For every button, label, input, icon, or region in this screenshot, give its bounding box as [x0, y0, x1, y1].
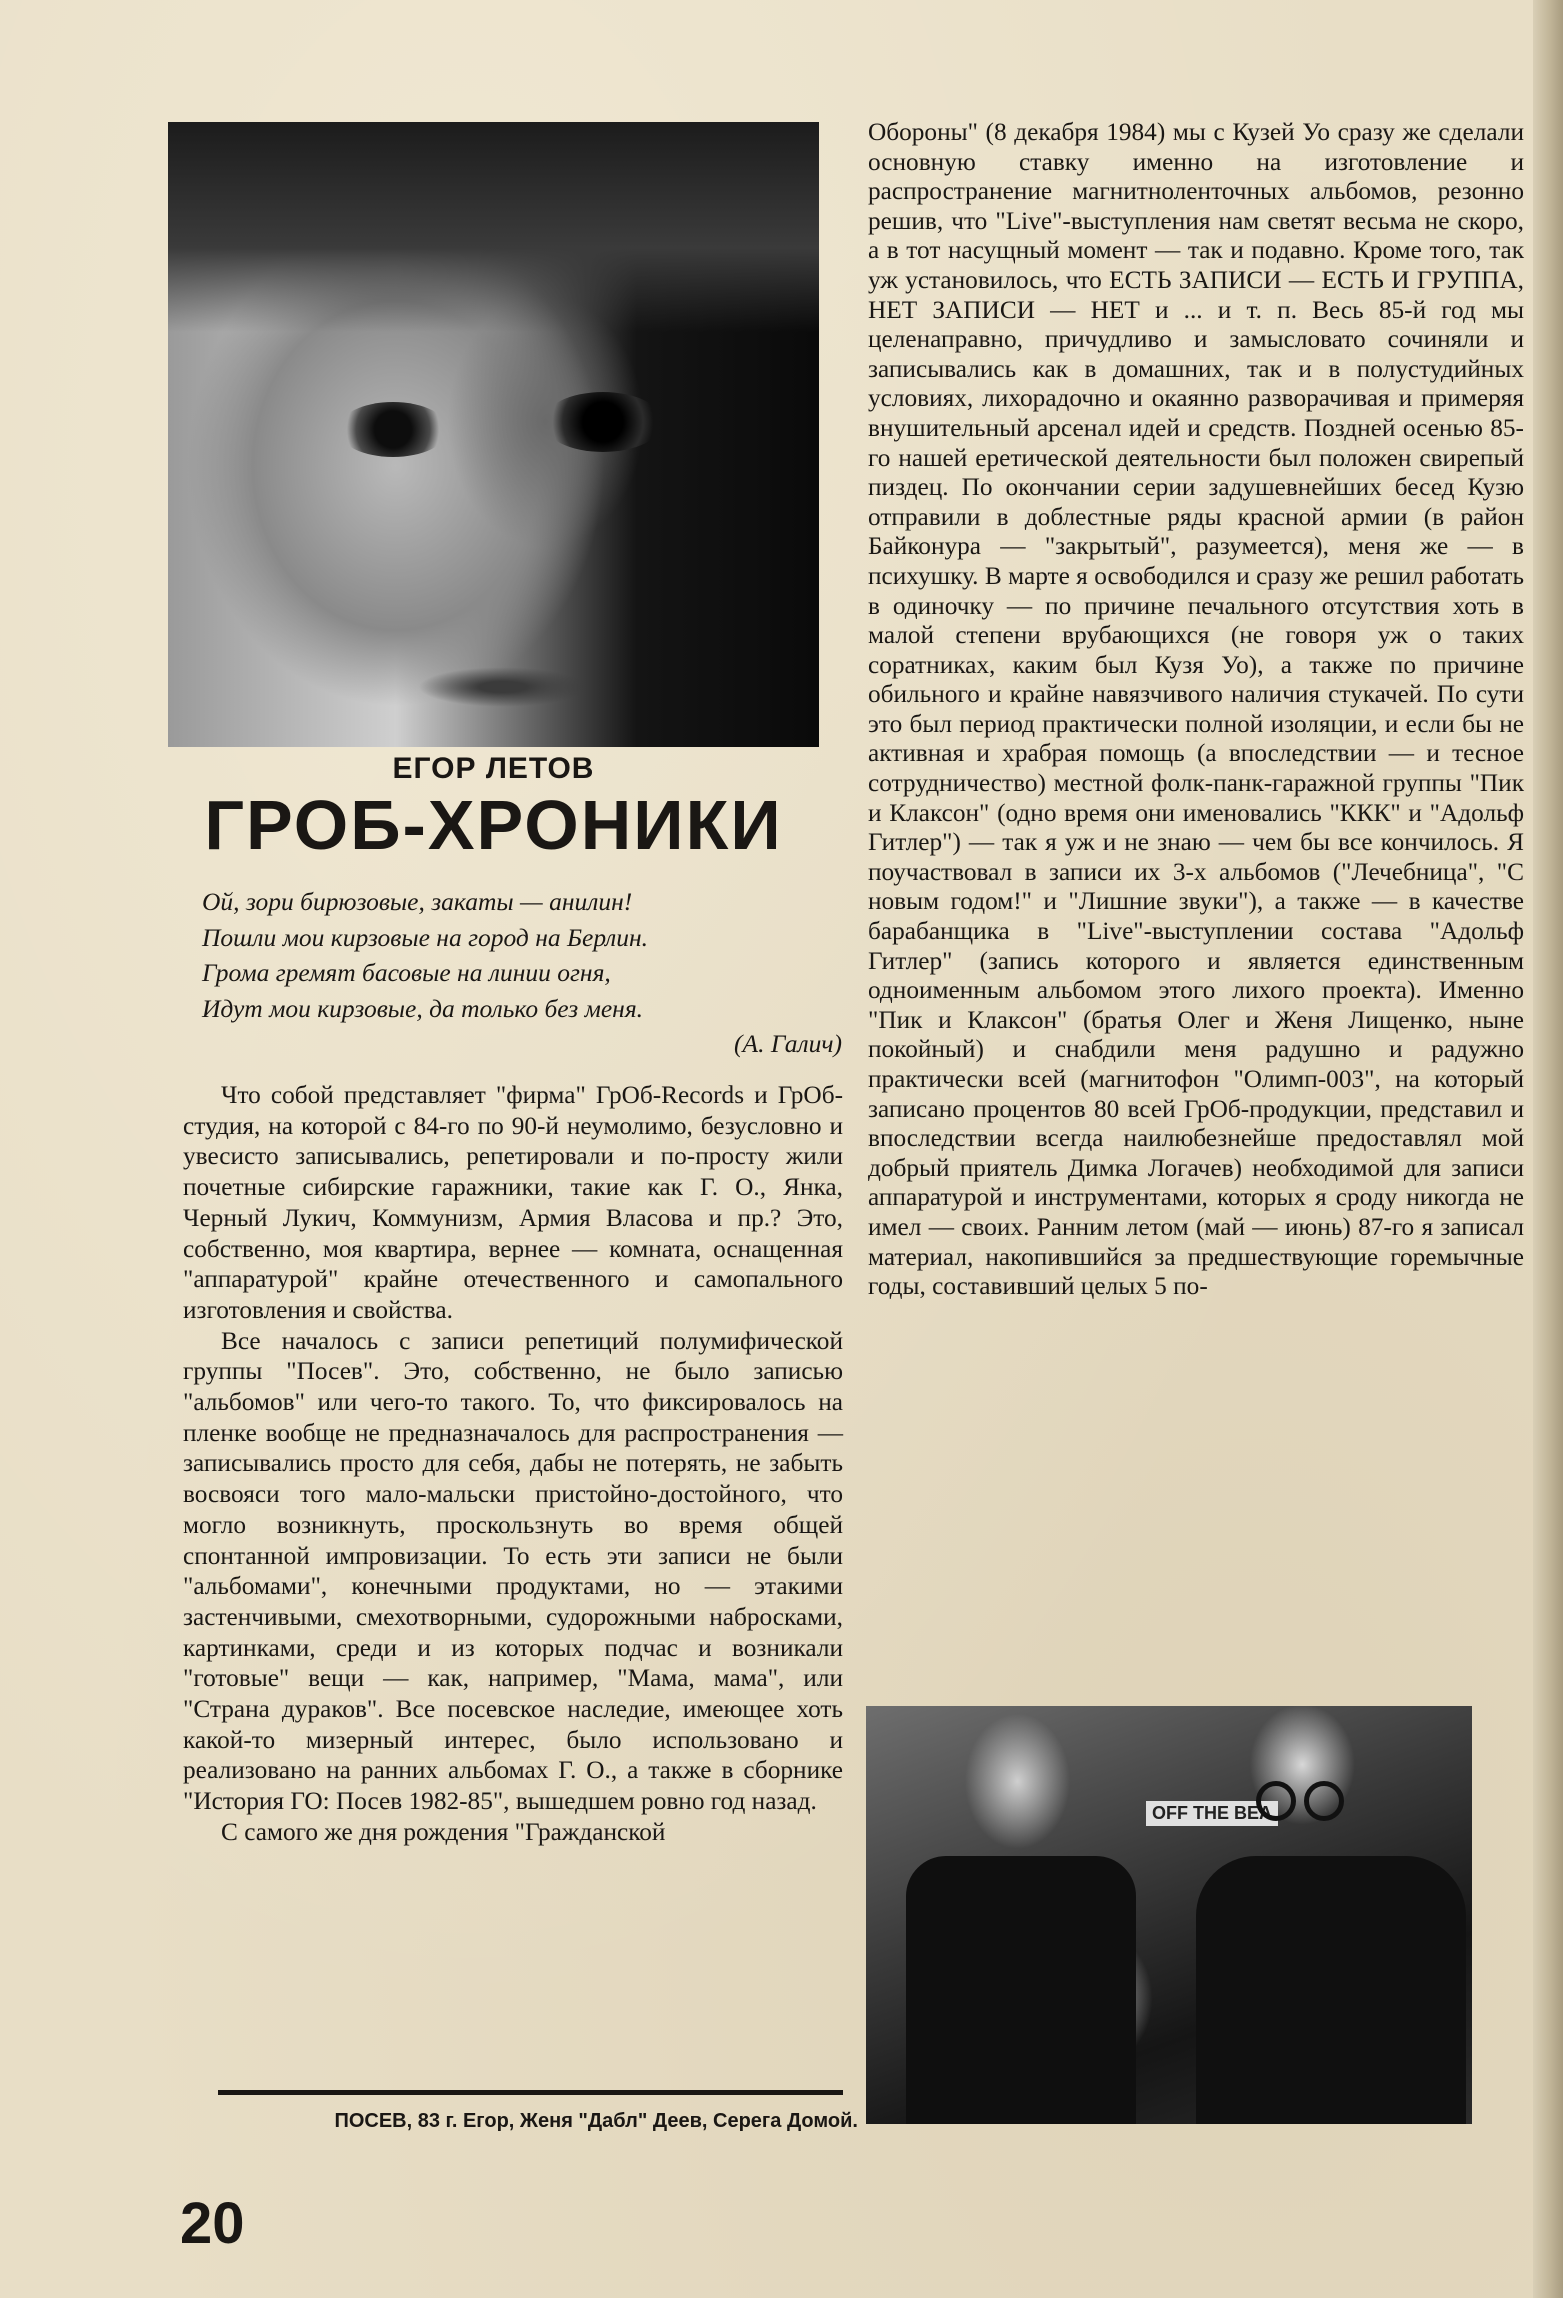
portrait-photo	[168, 122, 819, 747]
person-left	[906, 1856, 1136, 2124]
paragraph: С самого же дня рождения "Гражданской	[221, 1817, 666, 1846]
paragraph: Обороны" (8 декабря 1984) мы с Кузей Уо сразу же сделали основную ставку именно на изготовление и распространение магнитноленточных альбомов, резонно решив, что "Live"-выступления нам светят весьма не скоро, а в тот насущный момент — так и подавно. Кроме того, так уж установилось, что ЕСТЬ ЗАПИСИ — ЕСТЬ И ГРУППА, НЕТ ЗАПИСИ — НЕТ и ... и т. п. Весь 85-й год мы целенаправно, причудливо и замысловато сочиняли и записывались как в домашних, так и в полустудийных условиях, лихорадочно и окаянно разворачивая и примеряя внушительный арсенал идей и средств. Позднeй осенью 85-го нашей еретической деятельности был положен свирепый пиздец. По окончании серии задушевнейших бесед Кузю отправили в доблестные ряды красной армии (в район Байконура — "закрытый", разумеется), меня же — в психушку. В марте я освободился и сразу же решил работать в одиночку — по причине печального отсутствия хоть в малой степени врубающихся (не говоря уж о таких соратниках, каким был Кузя Уо), а также по причине обильного и крайне навязчивого наличия стукачей. По сути это был период практически полной изоляции, и если бы не активная и храбрая помощь (а впоследствии — и тесное сотрудничество) местной фолк-панк-гаражной группы "Пик и Клаксон" (одно время они именовались "ККК" и "Адольф Гитлер") — так я уж и не знаю — чем бы все кончилось. Я поучаствовал в записи их 3-х альбомов ("Лечебница", "С новым годом!" и "Лишние звуки"), а также — в качестве барабанщика в "Live"-выступлении состава "Адольф Гитлер" (запись которого и является единственным одноименным альбомом этого лихого проекта). Именно "Пик и Клаксон" (братья Олег и Женя Лищенко, ныне покойный) и снабдили меня радушно и радужно практически всей (магнитофон "Олимп-003", на который записано процентов 80 всей ГрОб-продукции, представил и впоследствии всегда наилюбезнейше предоставлял мой добрый приятель Димка Логачев) необходимой для записи аппаратурой и инструментами, которых я сроду никогда не имел — своих. Ранним летом (май — июнь) 87-го я записал материал, накопившийся за предшествующие горемычные годы, составивший целых 5 по-	[868, 118, 1524, 1301]
article-author: ЕГОР ЛЕТОВ	[392, 752, 595, 785]
person-right	[1196, 1856, 1466, 2124]
epigraph-line: Пошли мои кирзовые на город на Берлин.	[202, 922, 649, 952]
band-photo	[866, 1706, 1472, 2124]
portrait-eye-left	[338, 402, 448, 457]
caption-rule	[218, 2090, 843, 2095]
glasses-icon	[1256, 1781, 1356, 1821]
portrait-mouth	[418, 667, 588, 707]
left-column	[183, 1080, 843, 1848]
epigraph-line: Грома гремят басовые на линии огня,	[202, 958, 611, 987]
paragraph: Что собой представляет "фирма" ГрОб-Records и ГрОб-студия, на которой с 84-го по 90-й неумолимо, безусловно и увесисто записывались, репетировали и по-просту жили почетные сибирские гаражники, такие как Г. О., Янка, Черный Лукич, Коммунизм, Армия Власова и пр.? Это, собственно, моя квартира, вернее — комната, оснащенная "аппаратурой" крайне отечественного и самопального изготовления и свойства.	[183, 1081, 843, 1324]
portrait-eye-right	[543, 392, 663, 452]
poster-text: OFF THE BEA	[1146, 1801, 1278, 1826]
epigraph-attribution: (А. Галич)	[734, 1029, 842, 1058]
paragraph: Все началось с записи репетиций полумифической группы "Посев". Это, собственно, не было записью "альбомов" или чего-то такого. То, что фиксировалось на пленке вообще не предназначалось для распространения — записывались просто для себя, дабы не потерять, не забыть восвояси того мало-мальски пристойно-достойного, что могло возникнуть, проскользнуть во время общей спонтанной импровизации. То есть эти записи не были "альбомами", конечными продуктами, но — этакими застенчивыми, смехотворными, судорожными набросками, картинками, среди и из которых подчас и возникали "готовые" вещи — как, например, "Мама, мама", или "Страна дураков". Все посевское наследие, имеющее хоть какой-то мизерный интерес, было использовано и реализовано на ранних альбомах Г. О., а также в сборнике "История ГО: Посев 1982-85", вышедшем ровно год назад.	[183, 1326, 843, 1816]
photo-caption: ПОСЕВ, 83 г. Егор, Женя "Дабл" Деев, Серега Домой.	[334, 2110, 858, 2132]
epigraph	[202, 884, 842, 1062]
article-title: ГРОБ-ХРОНИКИ	[204, 786, 783, 864]
portrait-hair	[168, 122, 819, 332]
epigraph-line: Идут мои кирзовые, да только без меня.	[202, 993, 644, 1023]
epigraph-line: Ой, зори бирюзовые, закаты — анилин!	[202, 887, 633, 916]
page-number: 20	[180, 2191, 245, 2256]
page-spine	[1533, 0, 1563, 2298]
right-column	[868, 118, 1524, 1302]
